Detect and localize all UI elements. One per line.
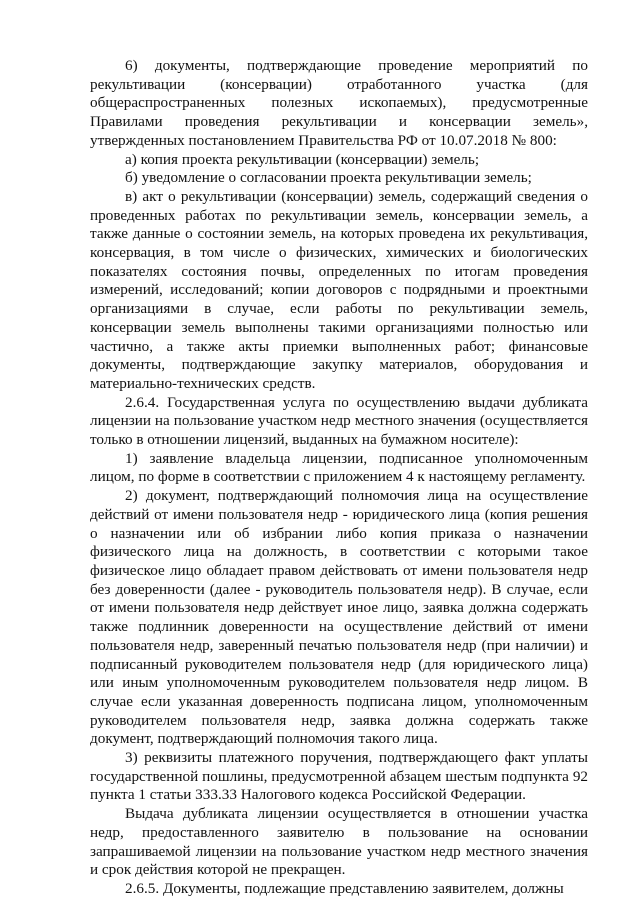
paragraph-item-6-documents: 6) документы, подтверждающие проведение мероприятий по рекультивации (консервации) отработанного участка (для общераспространенных полезных ископаемых), предусмотренные Правилами проведения рекультивации и консервации земель», утвержденных постановлением Правительства РФ от 10.07.2018 № 800: [90,57,588,149]
paragraph-item-2-authority-document: 2) документ, подтверждающий полномочия лица на осуществление действий от имени пользователя недр - юридического лица (копия решения о назначении или об избрании либо копия приказа о назначении физического лица на должность, в соответствии с которыми такое физическое лицо обладает правом действовать от имени пользователя недр без доверенности (далее - руководитель пользователя недр). В случае, если от имени пользователя недр действует иное лицо, заявка должна содержать также подлинник доверенности на осуществление действий от имени пользователя недр, заверенный печатью пользователя недр (при наличии) и подписанный руководителем пользователя недр (для юридического лица) или иным уполномоченным руководителем пользователя недр лицом. В случае если указанная доверенность подписана лицом, уполномоченным руководителем пользователя недр, заявка должна содержать также документ, подтверждающий полномочия такого лица. [90,487,588,748]
paragraph-subitem-b: б) уведомление о согласовании проекта рекультивации земель; [125,169,532,187]
paragraph-subitem-a: а) копия проекта рекультивации (консервации) земель; [125,150,480,168]
paragraph-section-2-6-4: 2.6.4. Государственная услуга по осуществлению выдачи дубликата лицензии на пользование участком недр местного значения (осуществляется только в отношении лицензий, выданных на бумажном носителе): [90,393,588,449]
paragraph-section-2-6-5: 2.6.5. Документы, подлежащие представлению заявителем, должны [125,879,564,897]
paragraph-subitem-v: в) акт о рекультивации (консервации) земель, содержащий сведения о проведенных работах по рекультивации земель, консервации земель, а также данные о состоянии земель, на которых проведена их рекультивация, консервация, в том числе о физических, химических и биологических показателях состояния почвы, определенных по итогам проведения измерений, исследований; копии договоров с подрядными и проектными организациями в случае, если работы по рекультивации земель, консервации земель выполнены такими организациями полностью или частично, а также акты приемки выполненных работ; финансовые документы, подтверждающие закупку материалов, оборудования и материально-технических средств. [90,187,588,392]
paragraph-item-3-payment-details: 3) реквизиты платежного поручения, подтверждающего факт уплаты государственной пошлины, предусмотренной абзацем шестым подпункта 92 пункта 1 статьи 333.33 Налогового кодекса Российской Федерации. [90,749,588,804]
paragraph-duplicate-issuance: Выдача дубликата лицензии осуществляется в отношении участка недр, предоставленного заявителю в пользование на основании запрашиваемой лицензии на пользование участком недр местного значения и срок действия которой не прекращен. [90,805,588,879]
paragraph-item-1-application: 1) заявление владельца лицензии, подписанное уполномоченным лицом, по форме в соответствии с приложением 4 к настоящему регламенту. [90,449,588,486]
document-body [90,57,588,899]
